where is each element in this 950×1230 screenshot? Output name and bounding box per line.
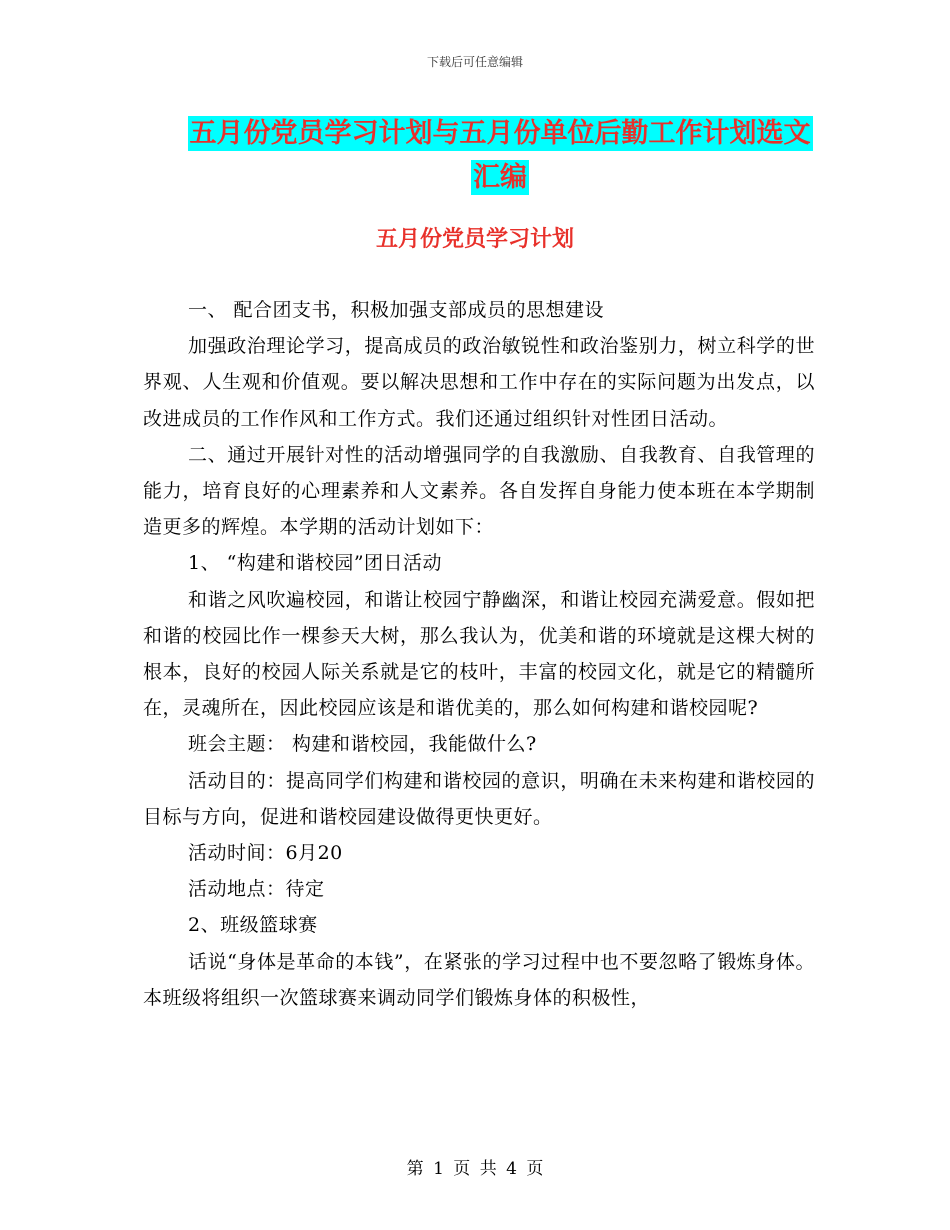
paragraph: 加强政治理论学习，提高成员的政治敏锐性和政治鉴别力，树立科学的世界观、人生观和价值观。要以解决思想和工作中存在的实际问题为出发点，以改进成员的工作作风和工作方式。我们还通过组织针对性团日活动。 — [143, 335, 815, 430]
page-footer: 第 1 页 共 4 页 — [406, 1159, 544, 1179]
paragraph: 活动目的：提高同学们构建和谐校园的意识，明确在未来构建和谐校园的目标与方向，促进和谐校园建设做得更快更好。 — [143, 769, 815, 828]
paragraph: 话说“身体是革命的本钱”，在紧张的学习过程中也不要忽略了锻炼身体。本班级将组织一次篮球赛来调动同学们锻炼身体的积极性， — [143, 950, 815, 1009]
page-header-note: 下载后可任意编辑 — [426, 55, 523, 69]
document-body — [143, 292, 815, 1016]
paragraph: 活动地点：待定 — [188, 878, 325, 901]
document-title — [185, 112, 815, 200]
section-title: 五月份党员学习计划 — [375, 227, 574, 252]
paragraph: 一、 配合团支书，积极加强支部成员的思想建设 — [188, 299, 605, 321]
paragraph: 二、通过开展针对性的活动增强同学的自我激励、自我教育、自我管理的能力，培育良好的心理素养和人文素养。各自发挥自身能力使本班在本学期制造更多的辉煌。本学期的活动计划如下： — [143, 443, 815, 539]
document-title-text: 五月份党员学习计划与五月份单位后勤工作计划选文汇编 — [189, 118, 811, 193]
paragraph: 和谐之风吹遍校园，和谐让校园宁静幽深，和谐让校园充满爱意。假如把和谐的校园比作一棵参天大树，那么我认为，优美和谐的环境就是这棵大树的根本，良好的校园人际关系就是它的枝叶，丰富的校园文化，就是它的精髓所在，灵魂所在，因此校园应该是和谐优美的，那么如何构建和谐校园呢? — [143, 588, 815, 720]
paragraph: 1、 “构建和谐校园”团日活动 — [188, 552, 443, 575]
paragraph: 活动时间：6月20 — [188, 842, 343, 865]
paragraph: 2、班级篮球赛 — [188, 914, 318, 937]
paragraph: 班会主题： 构建和谐校园，我能做什么? — [188, 733, 537, 756]
